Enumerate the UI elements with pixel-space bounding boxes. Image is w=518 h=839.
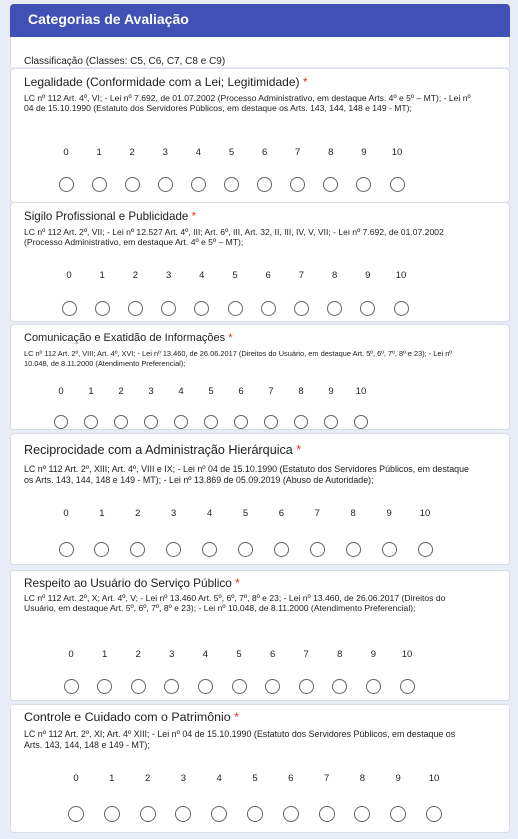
radio-option-1[interactable] [92, 177, 107, 192]
scale-label: 6 [288, 773, 294, 784]
scale-label: 8 [337, 649, 343, 660]
radio-option-2[interactable] [131, 679, 146, 694]
radio-option-10[interactable] [400, 679, 415, 694]
scale-label: 5 [252, 773, 258, 784]
scale-label: 9 [361, 147, 367, 158]
question-title-text: Sigilo Profissional e Publicidade [24, 210, 192, 223]
radio-option-0[interactable] [59, 542, 74, 557]
required-asterisk: * [235, 576, 240, 590]
radio-option-7[interactable] [290, 177, 305, 192]
radio-option-2[interactable] [125, 177, 140, 192]
radio-option-7[interactable] [310, 542, 325, 557]
scale-label: 4 [202, 649, 209, 660]
radio-option-8[interactable] [327, 301, 342, 316]
radio-option-2[interactable] [130, 542, 145, 557]
scale-label: 10 [419, 508, 431, 519]
scale-label: 9 [395, 773, 401, 784]
question-title-text: Respeito ao Usuário do Serviço Público [24, 576, 236, 590]
scale-label: 5 [242, 508, 249, 519]
scale-label: 10 [401, 649, 413, 660]
radio-option-2[interactable] [128, 301, 143, 316]
radio-option-4[interactable] [174, 415, 188, 429]
scale-label: 10 [395, 270, 407, 281]
scale-label: 3 [180, 773, 187, 784]
scale-label: 2 [144, 773, 151, 784]
scale-label: 1 [99, 270, 105, 281]
scale-label: 2 [132, 270, 139, 281]
question-title [24, 210, 196, 223]
radio-option-9[interactable] [366, 679, 381, 694]
radio-option-10[interactable] [390, 177, 405, 192]
scale-label: 6 [278, 508, 285, 519]
scale-label: 1 [99, 508, 105, 519]
scale-label: 10 [428, 773, 440, 784]
section-header [10, 4, 510, 37]
scale-label: 8 [298, 386, 304, 397]
scale-label: 3 [165, 270, 172, 281]
question-description: LC nº 112 Art. 2º, X; Art. 4º, V; - Lei nº 13.460 Art. 5º, 6º, 7º, 8º e 23; - Lei nº 13.460, de 26.06.2017 (Direitos do Usuário, em destaque Art. 5º, 6º, 7º, 8º e 23); - Lei nº 10.048, de 8.11.2000 (Atendimento Preferencial); [24, 593, 446, 614]
radio-option-10[interactable] [426, 806, 442, 822]
radio-option-5[interactable] [204, 415, 218, 429]
question-card [10, 68, 510, 203]
question-description: LC nº 112 Art. 2º, VIII; Art. 4º, XVI; - Lei nº 13.460, de 26.06.2017 (Direitos do Usuário, em destaque Art. 5º, 6º, 7º, 8º e 23); - Lei nº 10.048, de 8.11.2000 (Atendimento Preferencial); [24, 349, 452, 368]
question-card [10, 202, 510, 322]
radio-option-5[interactable] [224, 177, 239, 192]
question-title-text: Controle e Cuidado com o Patrimônio [24, 710, 235, 724]
radio-option-6[interactable] [283, 806, 299, 822]
scale-label: 5 [232, 270, 238, 281]
scale-label: 7 [298, 270, 305, 281]
scale-label: 8 [328, 147, 334, 158]
question-card [10, 433, 510, 565]
question-title-text: Reciprocidade com a Administração Hierárquica [24, 443, 297, 457]
question-title-text: Comunicação e Exatidão de Informações [24, 332, 229, 344]
radio-option-1[interactable] [94, 542, 109, 557]
scale-label: 7 [303, 649, 309, 660]
radio-option-6[interactable] [265, 679, 280, 694]
required-asterisk: * [228, 332, 233, 344]
scale-label: 9 [370, 649, 377, 660]
question-description: LC nº 112 Art. 4º, VI; - Lei nº 7.692, de 01.07.2002 (Processo Administrativo, em destaque Arts. 4º e 5º – MT); - Lei nº 04 de 15.10.1990 (Estatuto dos Servidores Públicos, em destaque os Arts. 143, 144, 148 e 149 - MT); [24, 93, 471, 114]
radio-option-9[interactable] [382, 542, 397, 557]
radio-option-7[interactable] [264, 415, 278, 429]
question-description: LC nº 112 Art. 2º, XIII; Art. 4º, VIII e IX; - Lei nº 04 de 15.10.1990 (Estatuto dos Servidores Públicos, em destaque os Arts. 143, 144, 148 e 149 - MT); - Lei nº 13.869 de 05.09.2019 (Abuso de Autoridade); [24, 464, 469, 486]
radio-option-10[interactable] [354, 415, 368, 429]
required-asterisk: * [296, 443, 302, 457]
scale-label: 3 [148, 386, 154, 397]
radio-option-10[interactable] [394, 301, 409, 316]
scale-label: 6 [265, 270, 271, 281]
radio-option-5[interactable] [247, 806, 263, 822]
radio-option-5[interactable] [238, 542, 253, 557]
radio-option-9[interactable] [324, 415, 338, 429]
scale-label: 2 [118, 386, 124, 397]
scale-label: 4 [216, 773, 222, 784]
scale-label: 3 [171, 508, 177, 519]
radio-option-6[interactable] [234, 415, 248, 429]
question-title [24, 710, 239, 724]
radio-option-1[interactable] [84, 415, 98, 429]
scale-label: 8 [350, 508, 356, 519]
radio-option-3[interactable] [161, 301, 176, 316]
radio-option-0[interactable] [68, 806, 84, 822]
radio-option-3[interactable] [164, 679, 179, 694]
scale-label: 9 [365, 270, 371, 281]
question-card [10, 570, 510, 701]
radio-option-6[interactable] [261, 301, 276, 316]
question-card [10, 704, 510, 833]
scale-label: 2 [129, 147, 135, 158]
scale-label: 5 [208, 386, 214, 397]
scale-label: 0 [58, 386, 64, 397]
question-title [24, 75, 308, 89]
scale-label: 3 [162, 147, 168, 158]
scale-label: 0 [68, 649, 74, 660]
question-description: LC nº 112 Art. 2º, VII; - Lei nº 12.527 Art. 4º, III; Art. 6º, III, Art. 32, II, III, IV, V, VII; - Lei nº 7.692, de 01.07.2002 (Processo Administrativo, em destaque Art. 4º e 5º – MT); [24, 227, 444, 248]
radio-option-3[interactable] [175, 806, 191, 822]
scale-label: 2 [135, 649, 141, 660]
scale-label: 5 [228, 147, 235, 158]
scale-label: 0 [66, 270, 72, 281]
radio-option-4[interactable] [211, 806, 227, 822]
radio-option-9[interactable] [390, 806, 406, 822]
scale-label: 2 [135, 508, 141, 519]
question-title [24, 332, 233, 344]
radio-option-10[interactable] [418, 542, 433, 557]
radio-option-8[interactable] [346, 542, 361, 557]
radio-option-0[interactable] [59, 177, 74, 192]
question-title [24, 576, 240, 590]
scale-label: 10 [391, 147, 403, 158]
scale-label: 6 [269, 649, 276, 660]
scale-label: 4 [178, 386, 184, 397]
scale-label: 0 [63, 508, 69, 519]
radio-option-4[interactable] [194, 301, 209, 316]
section-description-card [10, 37, 510, 67]
scale-label: 1 [96, 147, 102, 158]
radio-option-4[interactable] [191, 177, 206, 192]
radio-option-6[interactable] [257, 177, 272, 192]
scale-label: 0 [73, 773, 79, 784]
radio-option-9[interactable] [360, 301, 375, 316]
radio-option-1[interactable] [95, 301, 110, 316]
radio-option-7[interactable] [319, 806, 335, 822]
question-description: LC nº 112 Art. 2º, XI; Art. 4º XIII; - Lei nº 04 de 15.10.1990 (Estatuto dos Servidores Públicos, em destaque os Arts. 143, 144, 148 e 149 - MT); [24, 729, 456, 751]
scale-label: 7 [268, 386, 274, 397]
radio-option-1[interactable] [97, 679, 112, 694]
question-card [10, 324, 510, 430]
radio-option-7[interactable] [299, 679, 314, 694]
radio-option-3[interactable] [144, 415, 158, 429]
scale-label: 0 [63, 147, 69, 158]
radio-option-4[interactable] [202, 542, 217, 557]
scale-label: 3 [169, 649, 175, 660]
radio-option-3[interactable] [166, 542, 181, 557]
section-title: Categorias de Avaliação [28, 11, 189, 27]
radio-option-6[interactable] [274, 542, 289, 557]
radio-option-8[interactable] [332, 679, 347, 694]
section-description: Classificação (Classes: C5, C6, C7, C8 e C9) [24, 56, 226, 67]
scale-label: 7 [295, 147, 301, 158]
scale-label: 7 [314, 508, 320, 519]
radio-option-8[interactable] [294, 415, 308, 429]
radio-option-0[interactable] [54, 415, 68, 429]
scale-label: 5 [236, 649, 242, 660]
question-title [24, 443, 301, 457]
radio-option-0[interactable] [64, 679, 79, 694]
scale-label: 4 [199, 270, 205, 281]
scale-label: 1 [109, 773, 115, 784]
scale-label: 6 [238, 386, 244, 397]
radio-option-5[interactable] [228, 301, 243, 316]
scale-label: 9 [328, 386, 334, 397]
radio-option-1[interactable] [104, 806, 120, 822]
radio-option-4[interactable] [198, 679, 213, 694]
radio-option-5[interactable] [232, 679, 247, 694]
scale-label: 9 [386, 508, 392, 519]
scale-label: 8 [331, 270, 338, 281]
scale-label: 4 [195, 147, 202, 158]
radio-option-2[interactable] [140, 806, 156, 822]
radio-option-2[interactable] [114, 415, 128, 429]
required-asterisk: * [302, 75, 308, 89]
radio-option-3[interactable] [158, 177, 173, 192]
radio-option-8[interactable] [323, 177, 338, 192]
scale-label: 1 [101, 649, 108, 660]
radio-option-7[interactable] [294, 301, 309, 316]
scale-label: 10 [355, 386, 367, 397]
radio-option-0[interactable] [62, 301, 77, 316]
required-asterisk: * [191, 210, 197, 223]
radio-option-8[interactable] [354, 806, 370, 822]
question-title-text: Legalidade (Conformidade com a Lei; Legitimidade) [24, 75, 303, 89]
radio-option-9[interactable] [356, 177, 371, 192]
scale-label: 8 [359, 773, 366, 784]
scale-label: 6 [261, 147, 268, 158]
required-asterisk: * [234, 710, 239, 724]
scale-label: 1 [88, 386, 94, 397]
scale-label: 7 [323, 773, 330, 784]
scale-label: 4 [206, 508, 213, 519]
